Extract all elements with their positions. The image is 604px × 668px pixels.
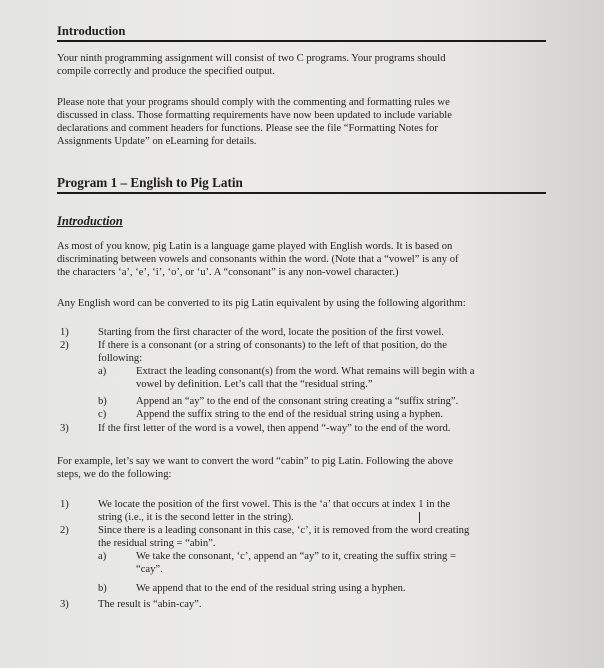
algorithm-step-1: Starting from the first character of the word, locate the position of the first vowel. bbox=[98, 327, 444, 338]
algorithm-step-c-number: c) bbox=[98, 409, 107, 420]
example-step-b: We append that to the end of the residual string using a hyphen. bbox=[136, 583, 406, 594]
text-cursor-icon bbox=[419, 512, 420, 523]
algorithm-step-c: Append the suffix string to the end of the residual string using a hyphen. bbox=[136, 409, 443, 420]
note-paragraph-line-1: Please note that your programs should comply with the commenting and formatting rules we bbox=[57, 97, 450, 108]
example-step-a-number: a) bbox=[98, 551, 107, 562]
example-step-b-number: b) bbox=[98, 583, 107, 594]
sub-heading: Introduction bbox=[57, 214, 123, 228]
algorithm-step-2-number: 2) bbox=[60, 340, 69, 351]
heading-rule bbox=[57, 40, 546, 42]
program-rule bbox=[57, 192, 546, 194]
example-step-1-line-1: We locate the position of the first vowel. This is the ‘a’ that occurs at index 1 in the bbox=[98, 499, 451, 510]
algorithm-step-2-line-1: If there is a consonant (or a string of consonants) to the left of that position, do the bbox=[98, 340, 447, 351]
example-step-3-number: 3) bbox=[60, 599, 69, 610]
example-step-a-line-2: “cay”. bbox=[136, 564, 163, 575]
pig-paragraph-line-2: discriminating between vowels and consonants within the word. (Note that a “vowel” is any of bbox=[57, 254, 459, 265]
intro-heading: Introduction bbox=[57, 24, 126, 38]
algorithm-step-b-number: b) bbox=[98, 396, 107, 407]
algorithm-step-1-number: 1) bbox=[60, 327, 69, 338]
intro-paragraph-line-2: compile correctly and produce the specified output. bbox=[57, 66, 275, 77]
algorithm-step-a-line-1: Extract the leading consonant(s) from the word. What remains will begin with a bbox=[136, 366, 475, 377]
algorithm-intro: Any English word can be converted to its pig Latin equivalent by using the following algorithm: bbox=[57, 298, 466, 309]
algorithm-step-b: Append an “ay” to the end of the consonant string creating a “suffix string”. bbox=[136, 396, 459, 407]
algorithm-step-a-number: a) bbox=[98, 366, 107, 377]
note-paragraph-line-4: Assignments Update” on eLearning for details. bbox=[57, 136, 257, 147]
program-heading: Program 1 – English to Pig Latin bbox=[57, 175, 243, 190]
example-step-1-line-2: string (i.e., it is the second letter in the string). bbox=[98, 512, 294, 523]
algorithm-step-3-number: 3) bbox=[60, 423, 69, 434]
example-intro-line-1: For example, let’s say we want to convert the word “cabin” to pig Latin. Following the above bbox=[57, 456, 453, 467]
algorithm-step-a-line-2: vowel by definition. Let’s call that the “residual string.” bbox=[136, 379, 373, 390]
note-paragraph-line-3: declarations and comment headers for functions. Please see the file “Formatting Notes for bbox=[57, 123, 438, 134]
example-step-a-line-1: We take the consonant, ‘c’, append an “ay” to it, creating the suffix string = bbox=[136, 551, 456, 562]
pig-paragraph-line-3: the characters ‘a’, ‘e’, ‘i’, ‘o’, or ‘u’. A “consonant” is any non-vowel character.) bbox=[57, 267, 399, 278]
pig-paragraph-line-1: As most of you know, pig Latin is a language game played with English words. It is based on bbox=[57, 241, 453, 252]
algorithm-step-2-line-2: following: bbox=[98, 353, 143, 364]
intro-paragraph-line-1: Your ninth programming assignment will consist of two C programs. Your programs should bbox=[57, 53, 446, 64]
example-intro-line-2: steps, we do the following: bbox=[57, 469, 172, 480]
example-step-2-number: 2) bbox=[60, 525, 69, 536]
example-step-2-line-1: Since there is a leading consonant in this case, ‘c’, it is removed from the word creating bbox=[98, 525, 470, 536]
example-step-2-line-2: the residual string = “abin”. bbox=[98, 538, 216, 549]
algorithm-step-3: If the first letter of the word is a vowel, then append “-way” to the end of the word. bbox=[98, 423, 451, 434]
example-step-1-number: 1) bbox=[60, 499, 69, 510]
note-paragraph-line-2: discussed in class. Those formatting requirements have now been updated to include variable bbox=[57, 110, 452, 121]
example-step-3: The result is “abin-cay”. bbox=[98, 599, 202, 610]
